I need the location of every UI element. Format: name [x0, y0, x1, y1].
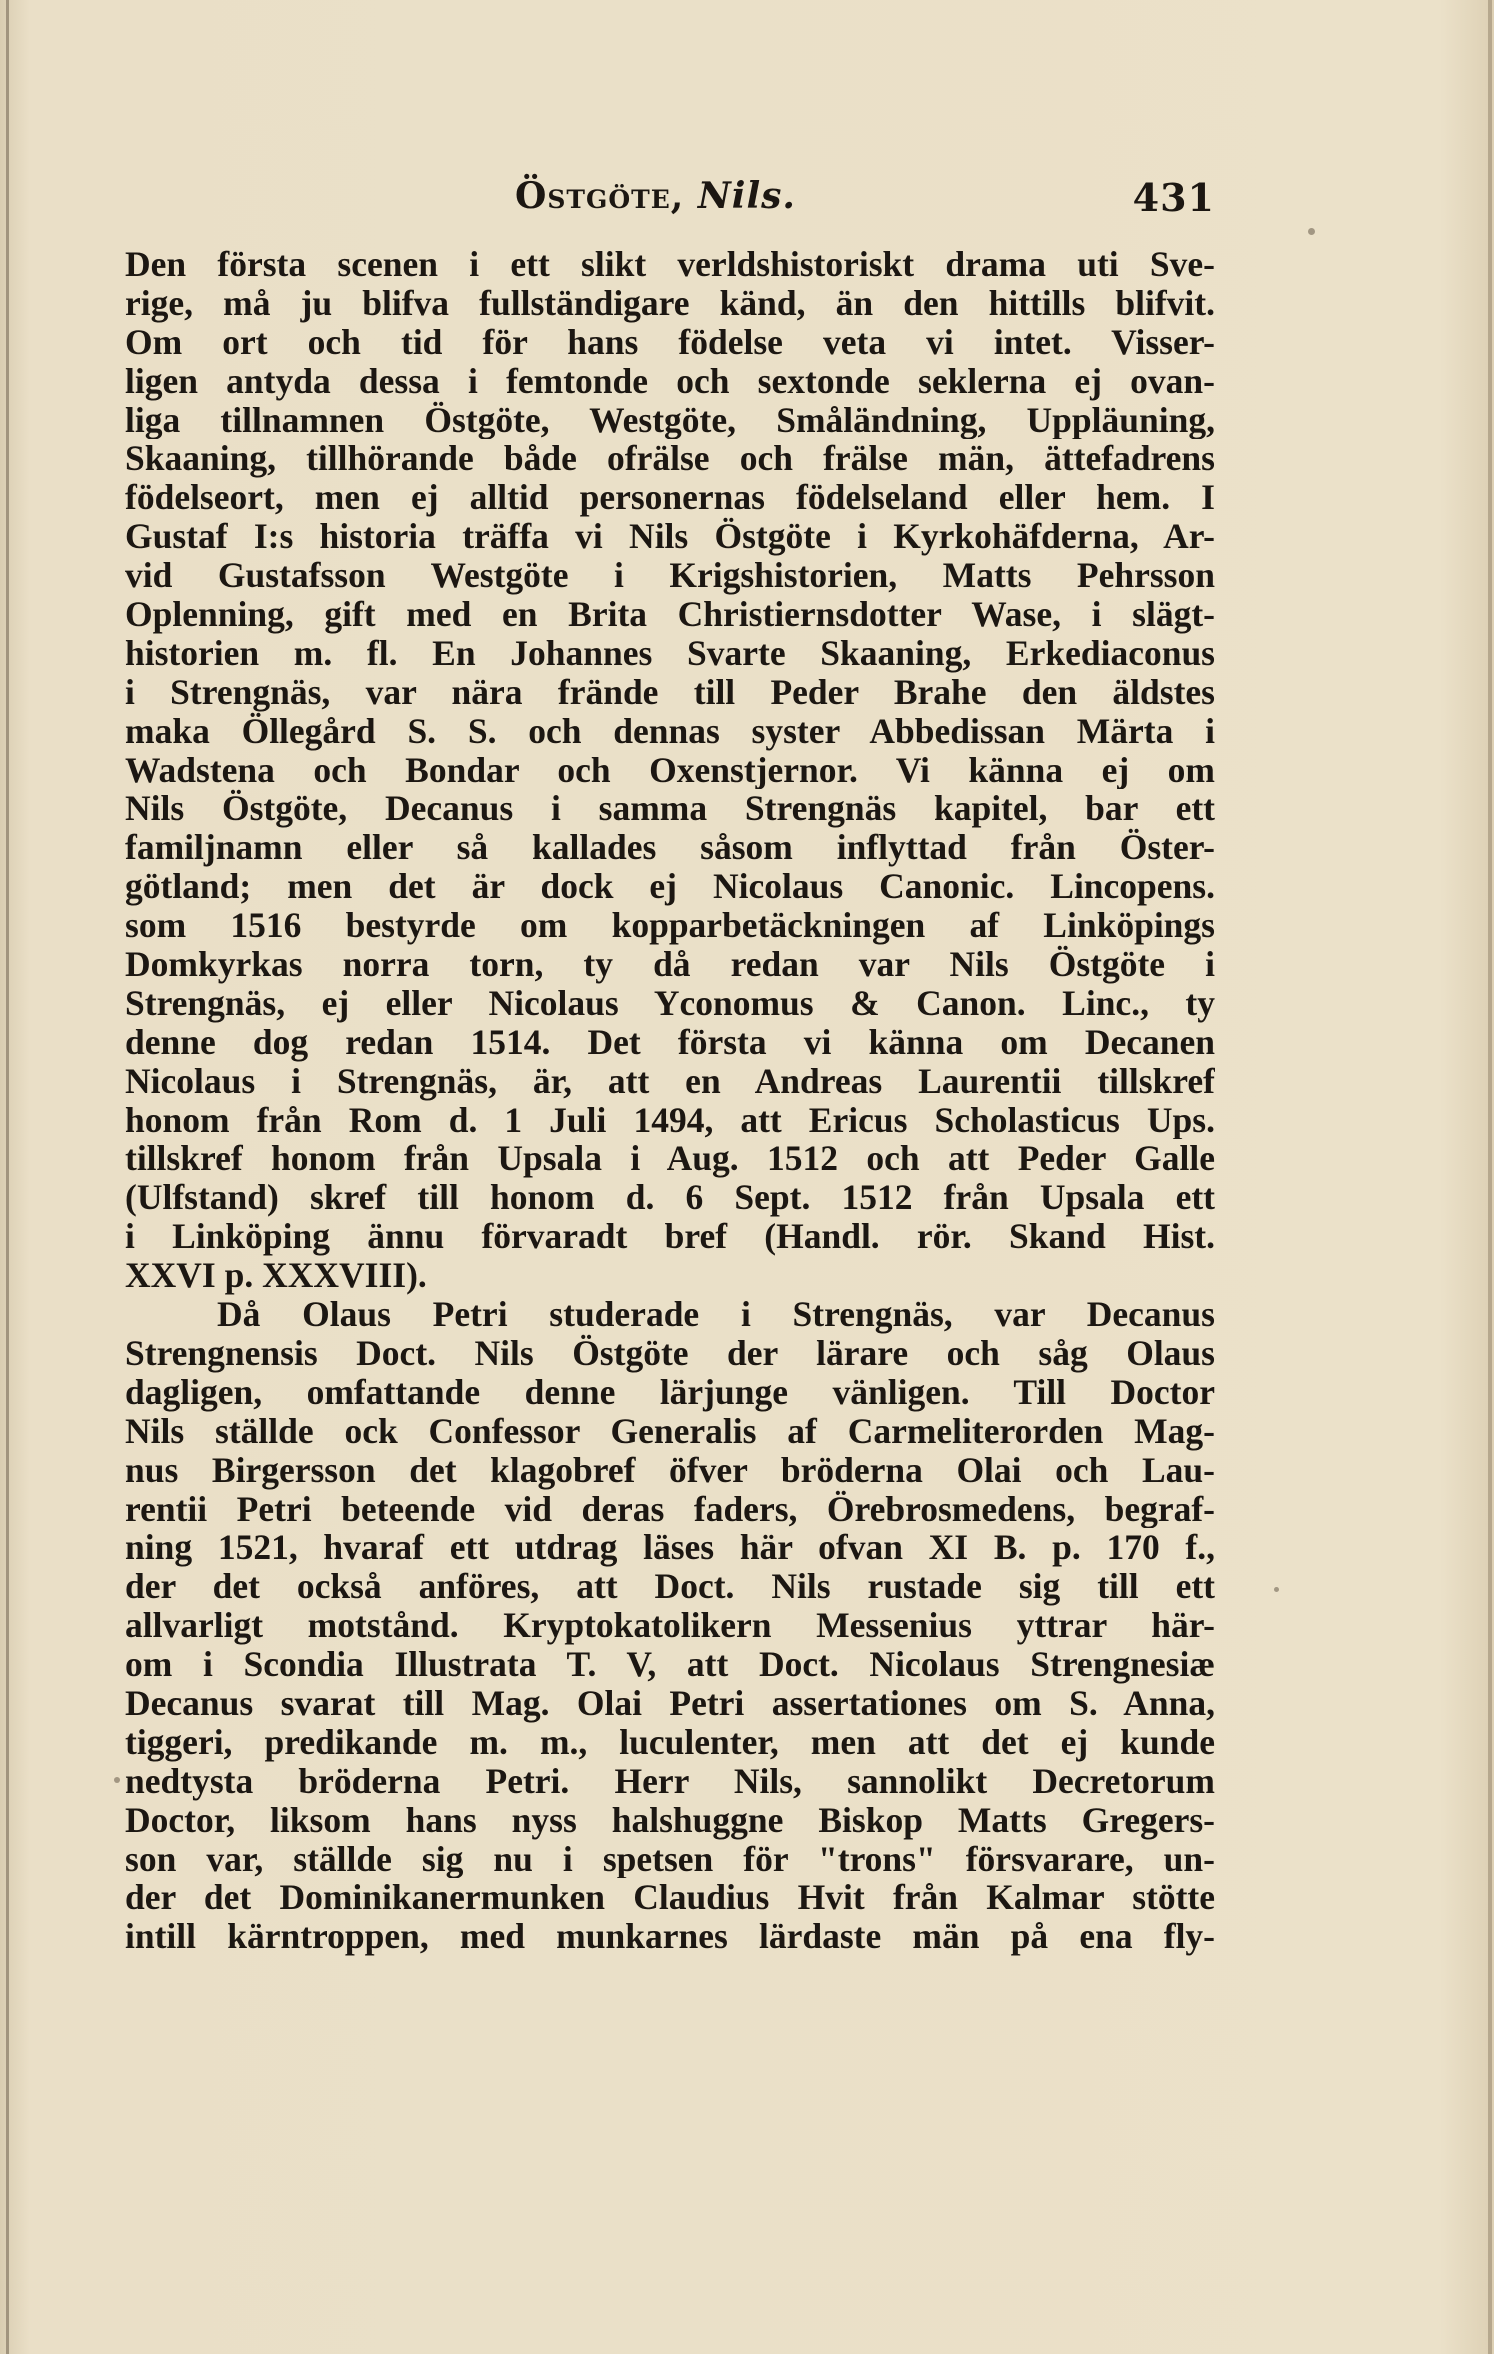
text-line: denne dog redan 1514. Det första vi känna om Decanen [125, 1022, 1215, 1062]
text-line: Den första scenen i ett slikt verldshistoriskt drama uti Sve- [125, 245, 1215, 284]
text-line: Oplenning, gift med en Brita Christiernsdotter Wase, i slägt- [125, 595, 1215, 634]
text-line: familjnamn eller så kallades såsom inflyttad från Öster- [125, 828, 1215, 868]
paragraph-end-line: XXVI p. XXXVIII). [125, 1256, 427, 1296]
text-line: (Ulfstand) skref till honom d. 6 Sept. 1512 från Upsala ett [125, 1178, 1215, 1218]
text-line: Gustaf I:s historia träffa vi Nils Östgöte i Kyrkohäfderna, Ar- [125, 517, 1215, 557]
page-gutter-shadow [6, 0, 9, 2354]
text-line: Strengnensis Doct. Nils Östgöte der lärare och såg Olaus [125, 1333, 1215, 1373]
text-line: i Strengnäs, var nära frände till Peder Brahe den äldstes [125, 672, 1215, 712]
text-line: Nicolaus i Strengnäs, är, att en Andreas Laurentii tillskref [125, 1061, 1215, 1101]
text-line: Strengnäs, ej eller Nicolaus Yconomus & Canon. Linc., ty [125, 983, 1215, 1023]
text-line: Decanus svarat till Mag. Olai Petri assertationes om S. Anna, [125, 1683, 1215, 1723]
text-line: Nils ställde ock Confessor Generalis af Carmeliterorden Mag- [125, 1411, 1215, 1451]
text-line: ligen antyda dessa i femtonde och sextonde seklerna ej ovan- [125, 361, 1215, 401]
page-number: 431 [1132, 175, 1215, 220]
text-line: historien m. fl. En Johannes Svarte Skaaning, Erkediaconus [125, 633, 1215, 673]
text-line: maka Öllegård S. S. och dennas syster Abbedissan Märta i [125, 711, 1215, 751]
text-line: Wadstena och Bondar och Oxenstjernor. Vi känna ej om [125, 750, 1215, 790]
text-line: der det Dominikanermunken Claudius Hvit från Kalmar stötte [125, 1878, 1215, 1918]
paper-speck [114, 1777, 120, 1783]
text-line: intill kärntroppen, med munkarnes lärdaste män på ena fly- [125, 1917, 1215, 1957]
text-line: tillskref honom från Upsala i Aug. 1512 och att Peder Galle [125, 1139, 1215, 1179]
text-line: der det också anföres, att Doct. Nils rustade sig till ett [125, 1567, 1215, 1607]
text-line: Om ort och tid för hans födelse veta vi intet. Visser- [125, 322, 1215, 362]
text-line: nus Birgersson det klagobref öfver bröderna Olai och Lau- [125, 1450, 1215, 1490]
text-line: ning 1521, hvaraf ett utdrag läses här ofvan XI B. p. 170 f., [125, 1528, 1215, 1568]
running-head-surname: Östgöte, [515, 175, 685, 217]
text-line: rentii Petri beteende vid deras faders, Örebrosmedens, begraf- [125, 1489, 1215, 1529]
text-line: son var, ställde sig nu i spetsen för "trons" försvarare, un- [125, 1839, 1215, 1879]
text-line: som 1516 bestyrde om kopparbetäckningen af Linköpings [125, 906, 1215, 946]
text-line: nedtysta bröderna Petri. Herr Nils, sannolikt Decretorum [125, 1761, 1215, 1801]
text-line: Doctor, liksom hans nyss halshuggne Biskop Matts Gregers- [125, 1800, 1215, 1840]
running-head [515, 175, 796, 217]
text-line: Domkyrkas norra torn, ty då redan var Nils Östgöte i [125, 945, 1215, 984]
paper-speck [1308, 228, 1315, 235]
paper-speck [1274, 1587, 1279, 1592]
text-line: Nils Östgöte, Decanus i samma Strengnäs kapitel, bar ett [125, 789, 1215, 829]
text-line: liga tillnamnen Östgöte, Westgöte, Småländning, Uppläuning, [125, 400, 1215, 440]
text-line: i Linköping ännu förvaradt bref (Handl. rör. Skand Hist. [125, 1217, 1215, 1257]
page-edge-shadow [1488, 0, 1492, 2354]
text-line: dagligen, omfattande denne lärjunge vänligen. Till Doctor [125, 1372, 1215, 1412]
page-header [125, 175, 1215, 235]
text-line: om i Scondia Illustrata T. V, att Doct. Nicolaus Strengnesiæ [125, 1645, 1215, 1684]
text-line: rige, må ju blifva fullständigare känd, än den hittills blifvit. [125, 283, 1215, 323]
body-text [125, 245, 1215, 1956]
text-line: Skaaning, tillhörande både ofrälse och frälse män, ättefadrens [125, 439, 1215, 479]
text-line: födelseort, men ej alltid personernas födelseland eller hem. I [125, 478, 1215, 518]
text-line: vid Gustafsson Westgöte i Krigshistorien, Matts Pehrsson [125, 556, 1215, 596]
paragraph-first-line: Då Olaus Petri studerade i Strengnäs, var Decanus [217, 1295, 1215, 1334]
text-line: tiggeri, predikande m. m., luculenter, men att det ej kunde [125, 1722, 1215, 1762]
running-head-given-name: Nils. [697, 175, 796, 217]
text-line: götland; men det är dock ej Nicolaus Canonic. Lincopens. [125, 867, 1215, 907]
text-line: honom från Rom d. 1 Juli 1494, att Ericus Scholasticus Ups. [125, 1100, 1215, 1140]
text-line: allvarligt motstånd. Kryptokatolikern Messenius yttrar här- [125, 1606, 1215, 1646]
